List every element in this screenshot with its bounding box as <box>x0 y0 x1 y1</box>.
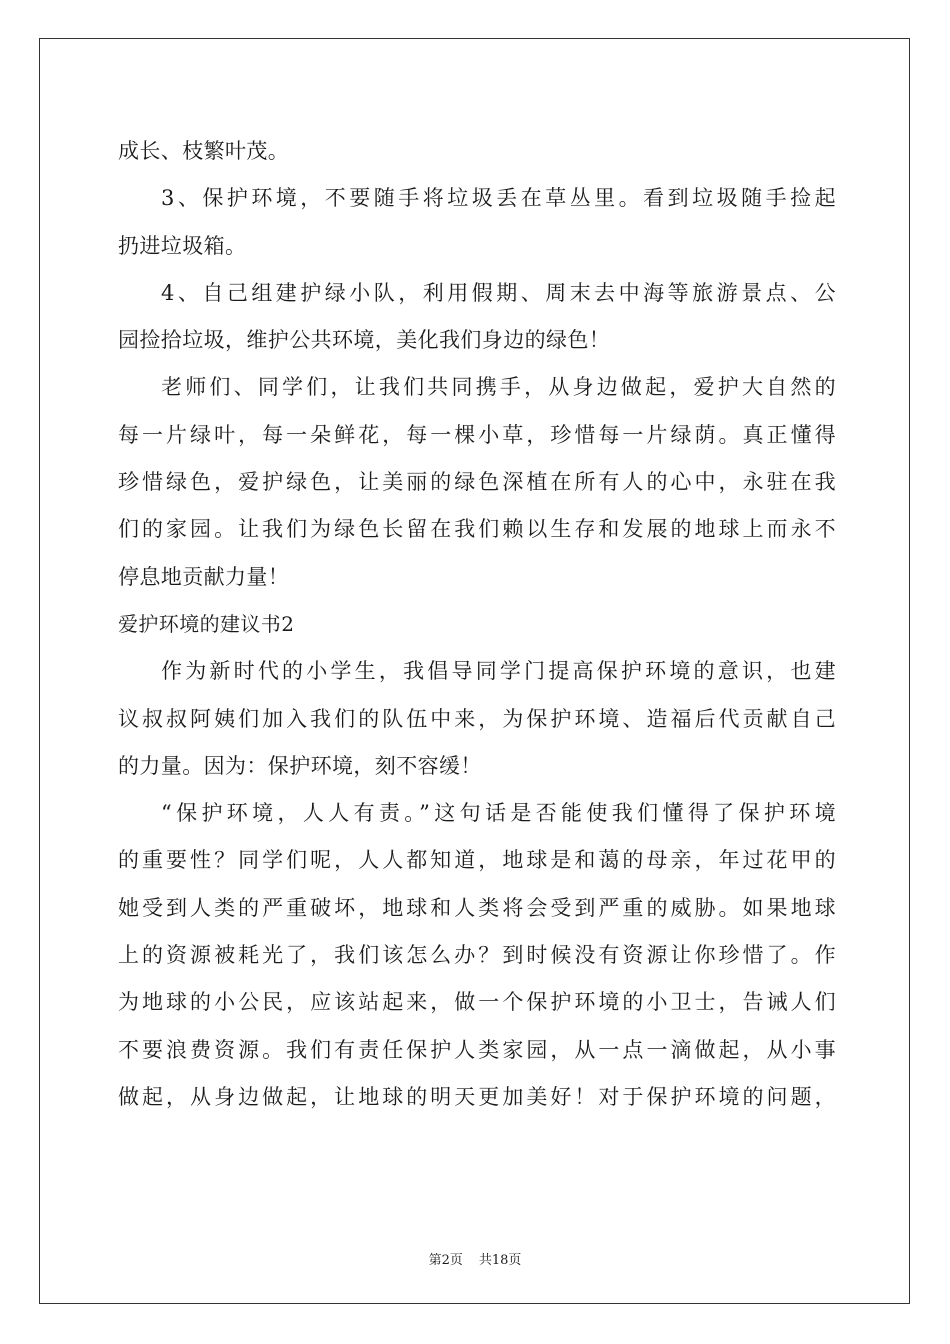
page-total: 共18页 <box>478 1253 522 1268</box>
document-body <box>118 128 836 1121</box>
text-line-content: 她受到人类的严重破坏，地球和人类将会受到严重的威胁。如果地球 <box>118 895 836 920</box>
section-heading: 爱护环境的建议书2 <box>118 611 295 636</box>
text-line-content: 议叔叔阿姨们加入我们的队伍中来，为保护环境、造福后代贡献自己 <box>118 706 836 731</box>
text-line <box>118 790 836 837</box>
text-line-content: 4、自己组建护绿小队，利用假期、周末去中海等旅游景点、公 <box>161 280 836 305</box>
text-line <box>118 648 836 695</box>
text-line <box>118 885 836 932</box>
text-line-content: 珍惜绿色，爱护绿色，让美丽的绿色深植在所有人的心中，永驻在我 <box>118 470 836 495</box>
text-line: 的力量。因为：保护环境，刻不容缓！ <box>118 753 482 778</box>
text-line-content: 做起，从身边做起，让地球的明天更加美好！对于保护环境的问题， <box>118 1084 836 1109</box>
text-line <box>118 175 836 222</box>
text-line-content: 上的资源被耗光了，我们该怎么办？到时候没有资源让你珍惜了。作 <box>118 943 836 968</box>
text-line <box>118 1074 836 1121</box>
text-line: 停息地贡献力量！ <box>118 564 290 589</box>
text-line <box>118 979 836 1026</box>
text-line: 园捡拾垃圾，维护公共环境，美化我们身边的绿色！ <box>118 328 611 353</box>
text-line: 扔进垃圾箱。 <box>118 233 247 258</box>
text-line <box>118 364 836 411</box>
text-line: 成长、枝繁叶茂。 <box>118 139 290 163</box>
text-line <box>118 696 836 743</box>
text-line-content: 的重要性？同学们呢，人人都知道，地球是和蔼的母亲，年过花甲的 <box>118 848 836 873</box>
text-line-content: 老师们、同学们，让我们共同携手，从身边做起，爱护大自然的 <box>161 375 836 400</box>
text-line-content: 不要浪费资源。我们有责任保护人类家园，从一点一滴做起，从小事 <box>118 1037 836 1062</box>
page-footer <box>0 1249 950 1268</box>
text-line <box>118 1027 836 1074</box>
text-line-content: 每一片绿叶，每一朵鲜花，每一棵小草，珍惜每一片绿荫。真正懂得 <box>118 422 836 447</box>
text-line-content: “保护环境，人人有责。”这句话是否能使我们懂得了保护环境 <box>161 801 836 826</box>
text-line <box>118 459 836 506</box>
page-number: 第2页 <box>428 1253 463 1268</box>
text-line-content: 3、保护环境，不要随手将垃圾丢在草丛里。看到垃圾随手捡起 <box>161 186 836 211</box>
text-line-content: 为地球的小公民，应该站起来，做一个保护环境的小卫士，告诫人们 <box>118 990 836 1015</box>
text-line <box>118 270 836 317</box>
text-line <box>118 837 836 884</box>
text-line-content: 们的家园。让我们为绿色长留在我们赖以生存和发展的地球上而永不 <box>118 517 836 542</box>
text-line <box>118 932 836 979</box>
text-line-content: 作为新时代的小学生，我倡导同学门提高保护环境的意识，也建 <box>161 659 836 684</box>
text-line <box>118 506 836 553</box>
text-line <box>118 412 836 459</box>
